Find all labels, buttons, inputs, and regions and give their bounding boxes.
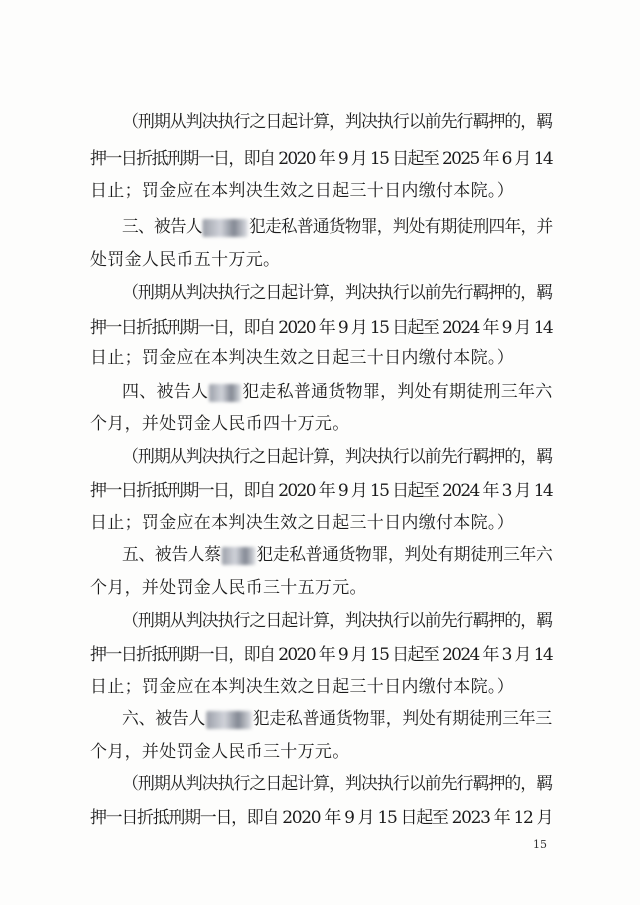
defendant-label: 六、被告人 <box>122 709 206 729</box>
text-line: （刑期从判决执行之日起计算，判决执行以前先行羁押的，羁 <box>122 112 553 132</box>
text-line: （刑期从判决执行之日起计算，判决执行以前先行羁押的，羁 <box>122 447 553 467</box>
verdict-text: 犯走私普通货物罪，判处有期徒刑三年三 <box>252 709 553 729</box>
text-line: 个月，并处罚金人民币四十万元。 <box>90 414 350 434</box>
text-line: 日止；罚金应在本判决生效之日起三十日内缴付本院。） <box>90 181 514 201</box>
text-line: 日止；罚金应在本判决生效之日起三十日内缴付本院。） <box>90 348 514 368</box>
redacted-name <box>209 384 241 402</box>
text-line: 日止；罚金应在本判决生效之日起三十日内缴付本院。） <box>90 677 514 697</box>
defendant-label: 三、被告人 <box>122 217 202 237</box>
redacted-name <box>222 547 256 565</box>
text-line <box>122 381 552 403</box>
text-line: 押一日折抵刑期一日，即自 2020 年 9 月 15 日起至 2025 年 6 月 14 <box>90 149 553 169</box>
text-line: （刑期从判决执行之日起计算，判决执行以前先行羁押的，羁 <box>122 283 553 303</box>
verdict-text: 犯走私普通货物罪，判处有期徒刑三年六 <box>256 545 553 565</box>
text-line: 个月，并处罚金人民币三十万元。 <box>90 742 350 762</box>
verdict-text: 犯走私普通货物罪，判处有期徒刑四年，并 <box>248 217 553 237</box>
page-number: 15 <box>533 838 547 851</box>
redacted-name <box>206 711 252 729</box>
text-line: 个月，并处罚金人民币三十五万元。 <box>90 578 367 598</box>
text-line: （刑期从判决执行之日起计算，判决执行以前先行羁押的，羁 <box>122 774 553 794</box>
text-line: 押一日折抵刑期一日，即自 2020 年 9 月 15 日起至 2024 年 9 月 14 <box>90 318 553 338</box>
text-line: 押一日折抵刑期一日，即自 2020 年 9 月 15 日起至 2023 年 12 月 <box>90 808 553 828</box>
defendant-label: 五、被告人蔡 <box>122 545 221 565</box>
text-line: 押一日折抵刑期一日，即自 2020 年 9 月 15 日起至 2024 年 3 月 14 <box>90 645 553 665</box>
text-line: 押一日折抵刑期一日，即自 2020 年 9 月 15 日起至 2024 年 3 月 14 <box>90 481 553 501</box>
defendant-label: 四、被告人 <box>122 382 209 402</box>
text-line: （刑期从判决执行之日起计算，判决执行以前先行羁押的，羁 <box>122 611 553 631</box>
text-line <box>122 708 552 730</box>
text-line: 日止；罚金应在本判决生效之日起三十日内缴付本院。） <box>90 513 514 533</box>
text-line: 处罚金人民币五十万元。 <box>90 250 281 270</box>
text-line <box>122 216 552 238</box>
text-line <box>122 544 552 566</box>
redacted-name <box>203 219 248 237</box>
verdict-text: 犯走私普通货物罪，判处有期徒刑三年六 <box>242 382 553 402</box>
